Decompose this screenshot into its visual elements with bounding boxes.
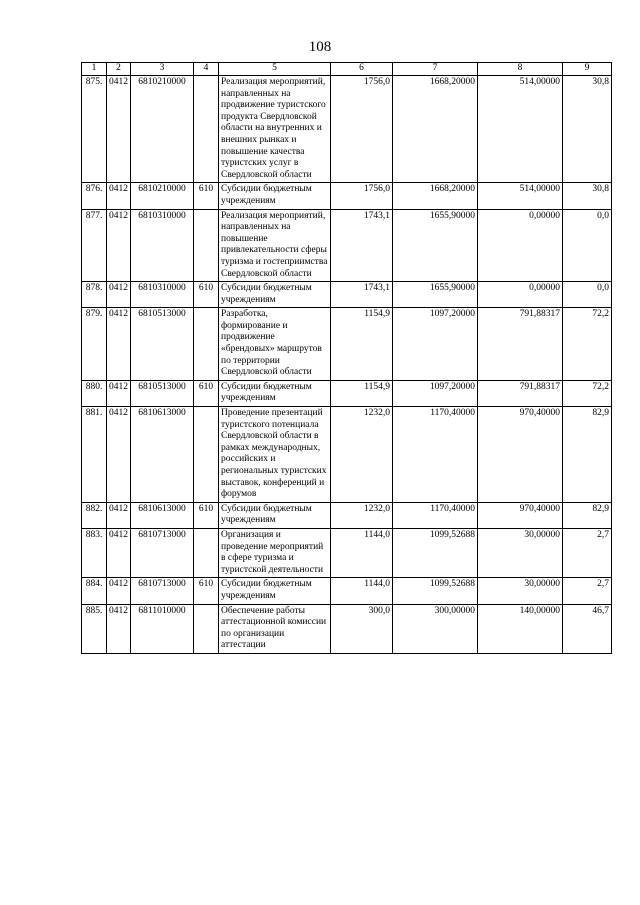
execution-percent: 72,2 (563, 308, 612, 381)
page-number: 108 (308, 39, 332, 55)
executed-amount: 30,00000 (478, 578, 563, 604)
planned-amount: 1668,20000 (393, 76, 478, 183)
target-article-code: 6810210000 (131, 76, 194, 183)
row-number: 878. (82, 282, 107, 308)
approved-amount: 1154,9 (331, 308, 393, 381)
executed-amount: 514,00000 (478, 183, 563, 209)
section-code: 0412 (107, 578, 131, 604)
row-number: 876. (82, 183, 107, 209)
expense-type-code (194, 76, 219, 183)
section-code: 0412 (107, 407, 131, 503)
item-name: Реализация мероприятий, направленных на продвижение туристского продукта Свердловской области на внутренних и внешних рынках и повышение качества туристских услуг в Свердловской области (219, 76, 331, 183)
table-row (82, 407, 612, 503)
section-code: 0412 (107, 308, 131, 381)
table-row (82, 282, 612, 308)
execution-percent: 82,9 (563, 502, 612, 528)
approved-amount: 1756,0 (331, 76, 393, 183)
execution-percent: 0,0 (563, 282, 612, 308)
item-name: Проведение презентаций туристского потенциала Свердловской области в рамках международных, российских и региональных туристских выставок, конференций и форумов (219, 407, 331, 503)
item-name: Субсидии бюджетным учреждениям (219, 380, 331, 406)
expense-type-code: 610 (194, 183, 219, 209)
executed-amount: 140,00000 (478, 604, 563, 653)
planned-amount: 1099,52688 (393, 578, 478, 604)
target-article-code: 6810310000 (131, 282, 194, 308)
approved-amount: 300,0 (331, 604, 393, 653)
section-code: 0412 (107, 282, 131, 308)
executed-amount: 0,00000 (478, 209, 563, 282)
section-code: 0412 (107, 528, 131, 577)
planned-amount: 1655,90000 (393, 282, 478, 308)
section-code: 0412 (107, 209, 131, 282)
executed-amount: 514,00000 (478, 76, 563, 183)
target-article-code: 6810513000 (131, 380, 194, 406)
item-name: Субсидии бюджетным учреждениям (219, 502, 331, 528)
row-number: 875. (82, 76, 107, 183)
col-header-7: 7 (393, 63, 478, 76)
expense-type-code (194, 604, 219, 653)
col-header-6: 6 (331, 63, 393, 76)
planned-amount: 1097,20000 (393, 380, 478, 406)
expense-type-code (194, 528, 219, 577)
section-code: 0412 (107, 183, 131, 209)
executed-amount: 0,00000 (478, 282, 563, 308)
col-header-5: 5 (219, 63, 331, 76)
expense-type-code (194, 407, 219, 503)
table-row (82, 528, 612, 577)
item-name: Субсидии бюджетным учреждениям (219, 183, 331, 209)
item-name: Реализация мероприятий, направленных на повышение привлекательности сферы туризма и гостеприимства Свердловской области (219, 209, 331, 282)
execution-percent: 0,0 (563, 209, 612, 282)
header-row (82, 63, 612, 76)
row-number: 883. (82, 528, 107, 577)
target-article-code: 6810713000 (131, 528, 194, 577)
target-article-code: 6810210000 (131, 183, 194, 209)
row-number: 881. (82, 407, 107, 503)
col-header-3: 3 (131, 63, 194, 76)
col-header-9: 9 (563, 63, 612, 76)
planned-amount: 1655,90000 (393, 209, 478, 282)
col-header-8: 8 (478, 63, 563, 76)
section-code: 0412 (107, 380, 131, 406)
row-number: 884. (82, 578, 107, 604)
approved-amount: 1232,0 (331, 407, 393, 503)
planned-amount: 300,00000 (393, 604, 478, 653)
execution-percent: 30,8 (563, 76, 612, 183)
planned-amount: 1170,40000 (393, 407, 478, 503)
execution-percent: 2,7 (563, 578, 612, 604)
planned-amount: 1170,40000 (393, 502, 478, 528)
approved-amount: 1154,9 (331, 380, 393, 406)
expense-type-code: 610 (194, 502, 219, 528)
table-row (82, 209, 612, 282)
expense-type-code: 610 (194, 578, 219, 604)
row-number: 877. (82, 209, 107, 282)
approved-amount: 1144,0 (331, 528, 393, 577)
col-header-2: 2 (107, 63, 131, 76)
item-name: Организация и проведение мероприятий в сфере туризма и туристской деятельности (219, 528, 331, 577)
executed-amount: 30,00000 (478, 528, 563, 577)
approved-amount: 1144,0 (331, 578, 393, 604)
planned-amount: 1668,20000 (393, 183, 478, 209)
table-row (82, 502, 612, 528)
row-number: 879. (82, 308, 107, 381)
row-number: 880. (82, 380, 107, 406)
expense-type-code: 610 (194, 380, 219, 406)
item-name: Разработка, формирование и продвижение «брендовых» маршрутов по территории Свердловской области (219, 308, 331, 381)
target-article-code: 6811010000 (131, 604, 194, 653)
section-code: 0412 (107, 604, 131, 653)
executed-amount: 791,88317 (478, 380, 563, 406)
row-number: 885. (82, 604, 107, 653)
item-name: Обеспечение работы аттестационной комиссии по организации аттестации (219, 604, 331, 653)
target-article-code: 6810513000 (131, 308, 194, 381)
budget-table (81, 62, 612, 654)
item-name: Субсидии бюджетным учреждениям (219, 578, 331, 604)
expense-type-code: 610 (194, 282, 219, 308)
col-header-4: 4 (194, 63, 219, 76)
approved-amount: 1743,1 (331, 209, 393, 282)
item-name: Субсидии бюджетным учреждениям (219, 282, 331, 308)
planned-amount: 1099,52688 (393, 528, 478, 577)
table-row (82, 380, 612, 406)
planned-amount: 1097,20000 (393, 308, 478, 381)
expense-type-code (194, 209, 219, 282)
table-row (82, 308, 612, 381)
target-article-code: 6810613000 (131, 407, 194, 503)
executed-amount: 791,88317 (478, 308, 563, 381)
execution-percent: 46,7 (563, 604, 612, 653)
executed-amount: 970,40000 (478, 407, 563, 503)
executed-amount: 970,40000 (478, 502, 563, 528)
target-article-code: 6810310000 (131, 209, 194, 282)
execution-percent: 72,2 (563, 380, 612, 406)
table-row (82, 183, 612, 209)
target-article-code: 6810613000 (131, 502, 194, 528)
table-row (82, 578, 612, 604)
table-row (82, 76, 612, 183)
row-number: 882. (82, 502, 107, 528)
section-code: 0412 (107, 502, 131, 528)
approved-amount: 1232,0 (331, 502, 393, 528)
approved-amount: 1756,0 (331, 183, 393, 209)
execution-percent: 30,8 (563, 183, 612, 209)
execution-percent: 82,9 (563, 407, 612, 503)
col-header-1: 1 (82, 63, 107, 76)
approved-amount: 1743,1 (331, 282, 393, 308)
execution-percent: 2,7 (563, 528, 612, 577)
expense-type-code (194, 308, 219, 381)
target-article-code: 6810713000 (131, 578, 194, 604)
table-body (82, 76, 612, 654)
table-row (82, 604, 612, 653)
section-code: 0412 (107, 76, 131, 183)
